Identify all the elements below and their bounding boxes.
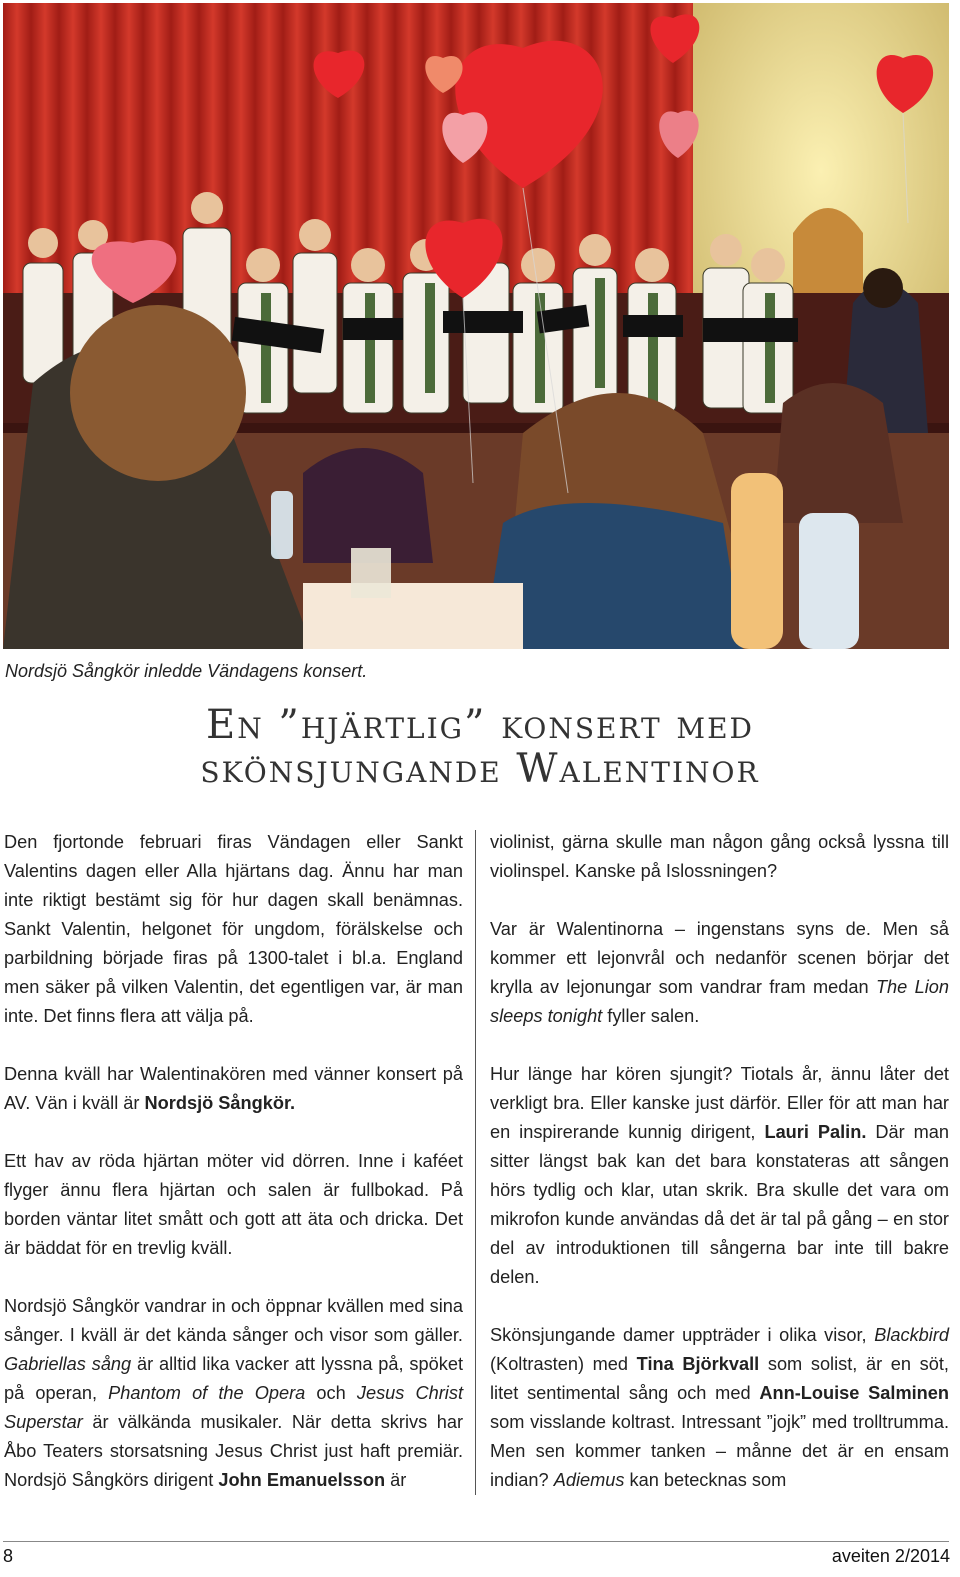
concert-photo [3,3,949,649]
article-title [0,703,960,791]
text-span: och [305,1383,357,1403]
title-line-2: skönsjungande Walentinor [200,746,760,792]
text-span: Var är Walentinorna – ingenstans syns de. Men så kommer ett lejonvrål och nedanför scenen börjar det krylla av lejonungar som vandrar fram medan [490,919,949,997]
conductor-name: John Emanuelsson [218,1470,386,1490]
column-divider [475,830,476,1495]
conductor-name: Lauri Palin. [764,1122,867,1142]
right-paragraph-3 [490,1060,949,1292]
text-span: Där man sitter längst bak kan det bara konstateras att sången hörs tydlig och klar, utan skrik. Bra skulle det vara om mikrofon kunde användas då det är tal på gång – en stor del av introduktionen till sångerna bar inte till bakre delen. [490,1122,949,1287]
photo-caption: Nordsjö Sångkör inledde Vändagens konsert. [5,661,368,681]
right-paragraph-4 [490,1321,949,1495]
text-span: som solist, är en söt, litet sentimental sång och med [490,1354,949,1403]
soloist-name: Ann-Louise Salminen [759,1383,950,1403]
left-paragraph-4 [4,1292,463,1495]
text-span: Denna kväll har Walentinakören med vänner konsert på AV. Vän i kväll är [4,1064,463,1113]
song-title: Adiemus [553,1470,625,1490]
text-span: är välkända musikaler. När detta skrivs har Åbo Teaters storsatsning Jesus Christ just haft premiär. Nordsjö Sångkörs dirigent [4,1412,463,1490]
concert-illustration [3,3,949,649]
page-number: 8 [3,1546,14,1566]
text-span: Nordsjö Sångkör vandrar in och öppnar kvällen med sina sånger. I kväll är det kända sånger och visor som gäller. [4,1296,463,1345]
text-span: som visslande koltrast. Intressant ”jojk” med trolltrumma. Men sen kommer tanken – månne det är en ensam indian? [490,1412,949,1490]
text-span: Hur länge har kören sjungit? Tiotals år, ännu låter det verkligt bra. Eller kanske just därför. Eller för att man har en inspirerande kunnig dirigent, [490,1064,949,1142]
right-paragraph-2 [490,915,949,1031]
song-title: The Lion sleeps tonight [490,977,949,1026]
choir-name: Nordsjö Sångkör. [144,1093,296,1113]
right-column [490,828,949,1524]
song-title: Gabriellas sång [4,1354,132,1374]
text-span: är alltid lika vacker att lyssna på, spöket på operan, [4,1354,463,1403]
text-span: kan betecknas som [624,1470,787,1490]
soloist-name: Tina Björkvall [636,1354,760,1374]
issue-label: aveiten 2/2014 [831,1546,950,1566]
song-title: Blackbird [874,1325,949,1345]
musical-title: Phantom of the Opera [108,1383,306,1403]
left-paragraph-3: Ett hav av röda hjärtan möter vid dörren. Inne i kaféet flyger ännu flera hjärtan och salen är fullbokad. På borden väntar litet smått och gott att äta och dricka. Det är bäddat för en trevlig kväll. [4,1151,463,1258]
text-span: Skönsjungande damer uppträder i olika visor, [490,1325,875,1345]
left-column [4,828,463,1524]
right-paragraph-1: violinist, gärna skulle man någon gång också lyssna till violinspel. Kanske på Islossningen? [490,832,949,881]
text-span: fyller salen. [602,1006,700,1026]
left-paragraph-2 [4,1060,463,1118]
text-span: (Koltrasten) med [490,1354,637,1374]
text-span: är [385,1470,407,1490]
musical-title: Jesus Christ Superstar [4,1383,463,1432]
title-line-1: En ”hjärtlig” konsert med [206,702,754,748]
footer-rule [3,1541,949,1542]
left-paragraph-1: Den fjortonde februari firas Vändagen eller Sankt Valentins dagen eller Alla hjärtans dag. Ännu har man inte riktigt bestämt sig för hur dagen skall benämnas. Sankt Valentin, helgonet för ungdom, förälskelse och parbildning började firas på 1300-talet i bl.a. England men säker på vilken Valentin, det egentligen var, är man inte. Det finns flera att välja på. [4,832,463,1026]
